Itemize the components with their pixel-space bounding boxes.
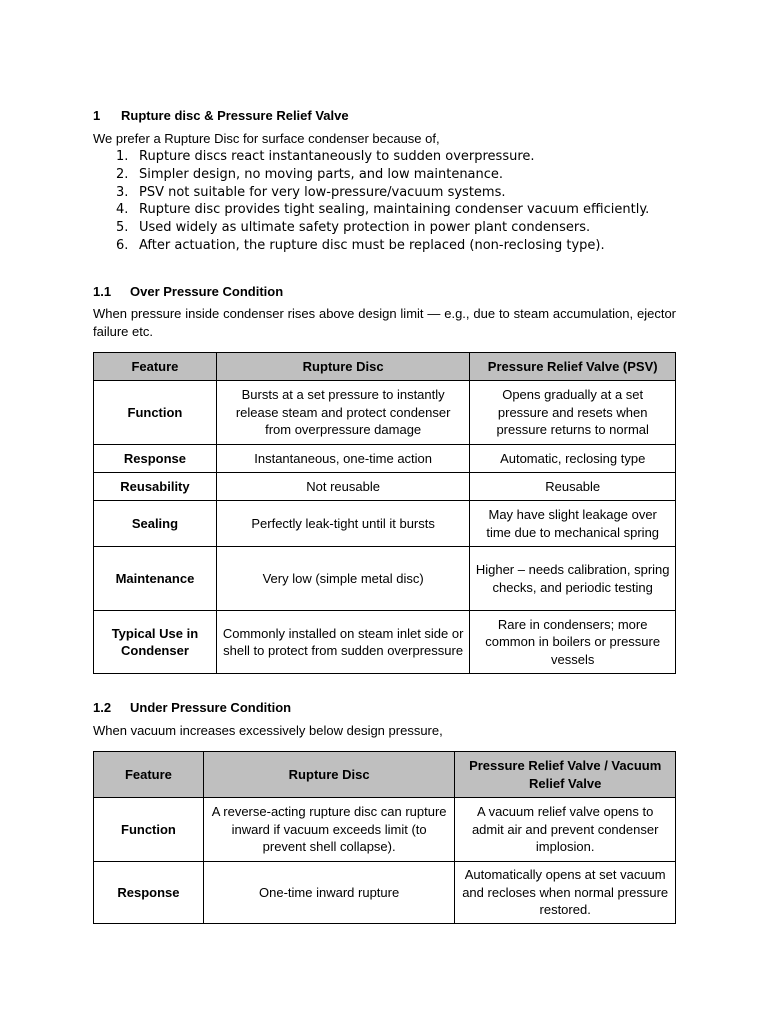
header-rupture-disc: Rupture Disc [203,752,454,798]
section-1-1-title: Over Pressure Condition [130,284,284,299]
reasons-list [93,148,676,255]
section-1-heading [93,108,349,123]
cell: Automatic, reclosing type [470,445,676,473]
section-1-title: Rupture disc & Pressure Relief Valve [121,108,349,123]
list-item: 5. Used widely as ultimate safety protection in power plant condensers. [116,220,591,236]
cell: Opens gradually at a set pressure and resets when pressure returns to normal [470,381,676,445]
cell: Commonly installed on steam inlet side or shell to protect from sudden overpressure [216,611,469,674]
cell: May have slight leakage over time due to mechanical spring [470,501,676,547]
row-label: Sealing [94,501,217,547]
cell: Instantaneous, one-time action [216,445,469,473]
table-row [94,501,676,547]
row-label: Function [94,798,204,862]
cell: One-time inward rupture [203,862,454,924]
table-row [94,473,676,501]
table-row [94,445,676,473]
header-psv-vrv: Pressure Relief Valve / Vacuum Relief Valve [455,752,676,798]
row-label: Response [94,862,204,924]
over-pressure-table [93,352,676,674]
section-1-2-heading [93,700,291,715]
list-item: 4. Rupture disc provides tight sealing, maintaining condenser vacuum efficiently. [116,202,650,218]
under-pressure-table [93,751,676,924]
cell: Very low (simple metal disc) [216,547,469,611]
table-header-row [94,353,676,381]
section-1-2-title: Under Pressure Condition [130,700,292,715]
row-label: Response [94,445,217,473]
section-1-intro: We prefer a Rupture Disc for surface condenser because of, [93,131,440,146]
row-label: Typical Use in Condenser [94,611,217,674]
cell: A reverse-acting rupture disc can rupture inward if vacuum exceeds limit (to prevent shell collapse). [203,798,454,862]
table-row [94,611,676,674]
cell: Higher – needs calibration, spring checks, and periodic testing [470,547,676,611]
list-item: 1. Rupture discs react instantaneously to sudden overpressure. [116,149,535,164]
table-row [94,381,676,445]
cell: Bursts at a set pressure to instantly release steam and protect condenser from overpressure damage [216,381,469,445]
section-1-2-number: 1.2 [93,700,112,715]
header-feature: Feature [94,353,217,381]
section-1-1-intro: When pressure inside condenser rises above design limit — e.g., due to steam accumulation, ejector failure etc. [93,306,676,339]
cell: Automatically opens at set vacuum and recloses when normal pressure restored. [455,862,676,924]
table-row [94,862,676,924]
section-1-1-number: 1.1 [93,284,112,299]
section-1-1-heading [93,284,283,299]
section-1-number: 1 [93,108,101,123]
cell: Rare in condensers; more common in boilers or pressure vessels [470,611,676,674]
table-row [94,547,676,611]
table-header-row [94,752,676,798]
header-psv: Pressure Relief Valve (PSV) [470,353,676,381]
cell: A vacuum relief valve opens to admit air and prevent condenser implosion. [455,798,676,862]
table-row [94,798,676,862]
cell: Reusable [470,473,676,501]
cell: Not reusable [216,473,469,501]
row-label: Function [94,381,217,445]
list-item: 2. Simpler design, no moving parts, and low maintenance. [116,166,504,182]
cell: Perfectly leak-tight until it bursts [216,501,469,547]
section-1-2-intro: When vacuum increases excessively below design pressure, [93,723,443,738]
row-label: Maintenance [94,547,217,611]
list-item: 6. After actuation, the rupture disc must be replaced (non-reclosing type). [116,237,605,253]
header-feature: Feature [94,752,204,798]
list-item: 3. PSV not suitable for very low-pressure/vacuum systems. [116,184,506,200]
row-label: Reusability [94,473,217,501]
header-rupture-disc: Rupture Disc [216,353,469,381]
